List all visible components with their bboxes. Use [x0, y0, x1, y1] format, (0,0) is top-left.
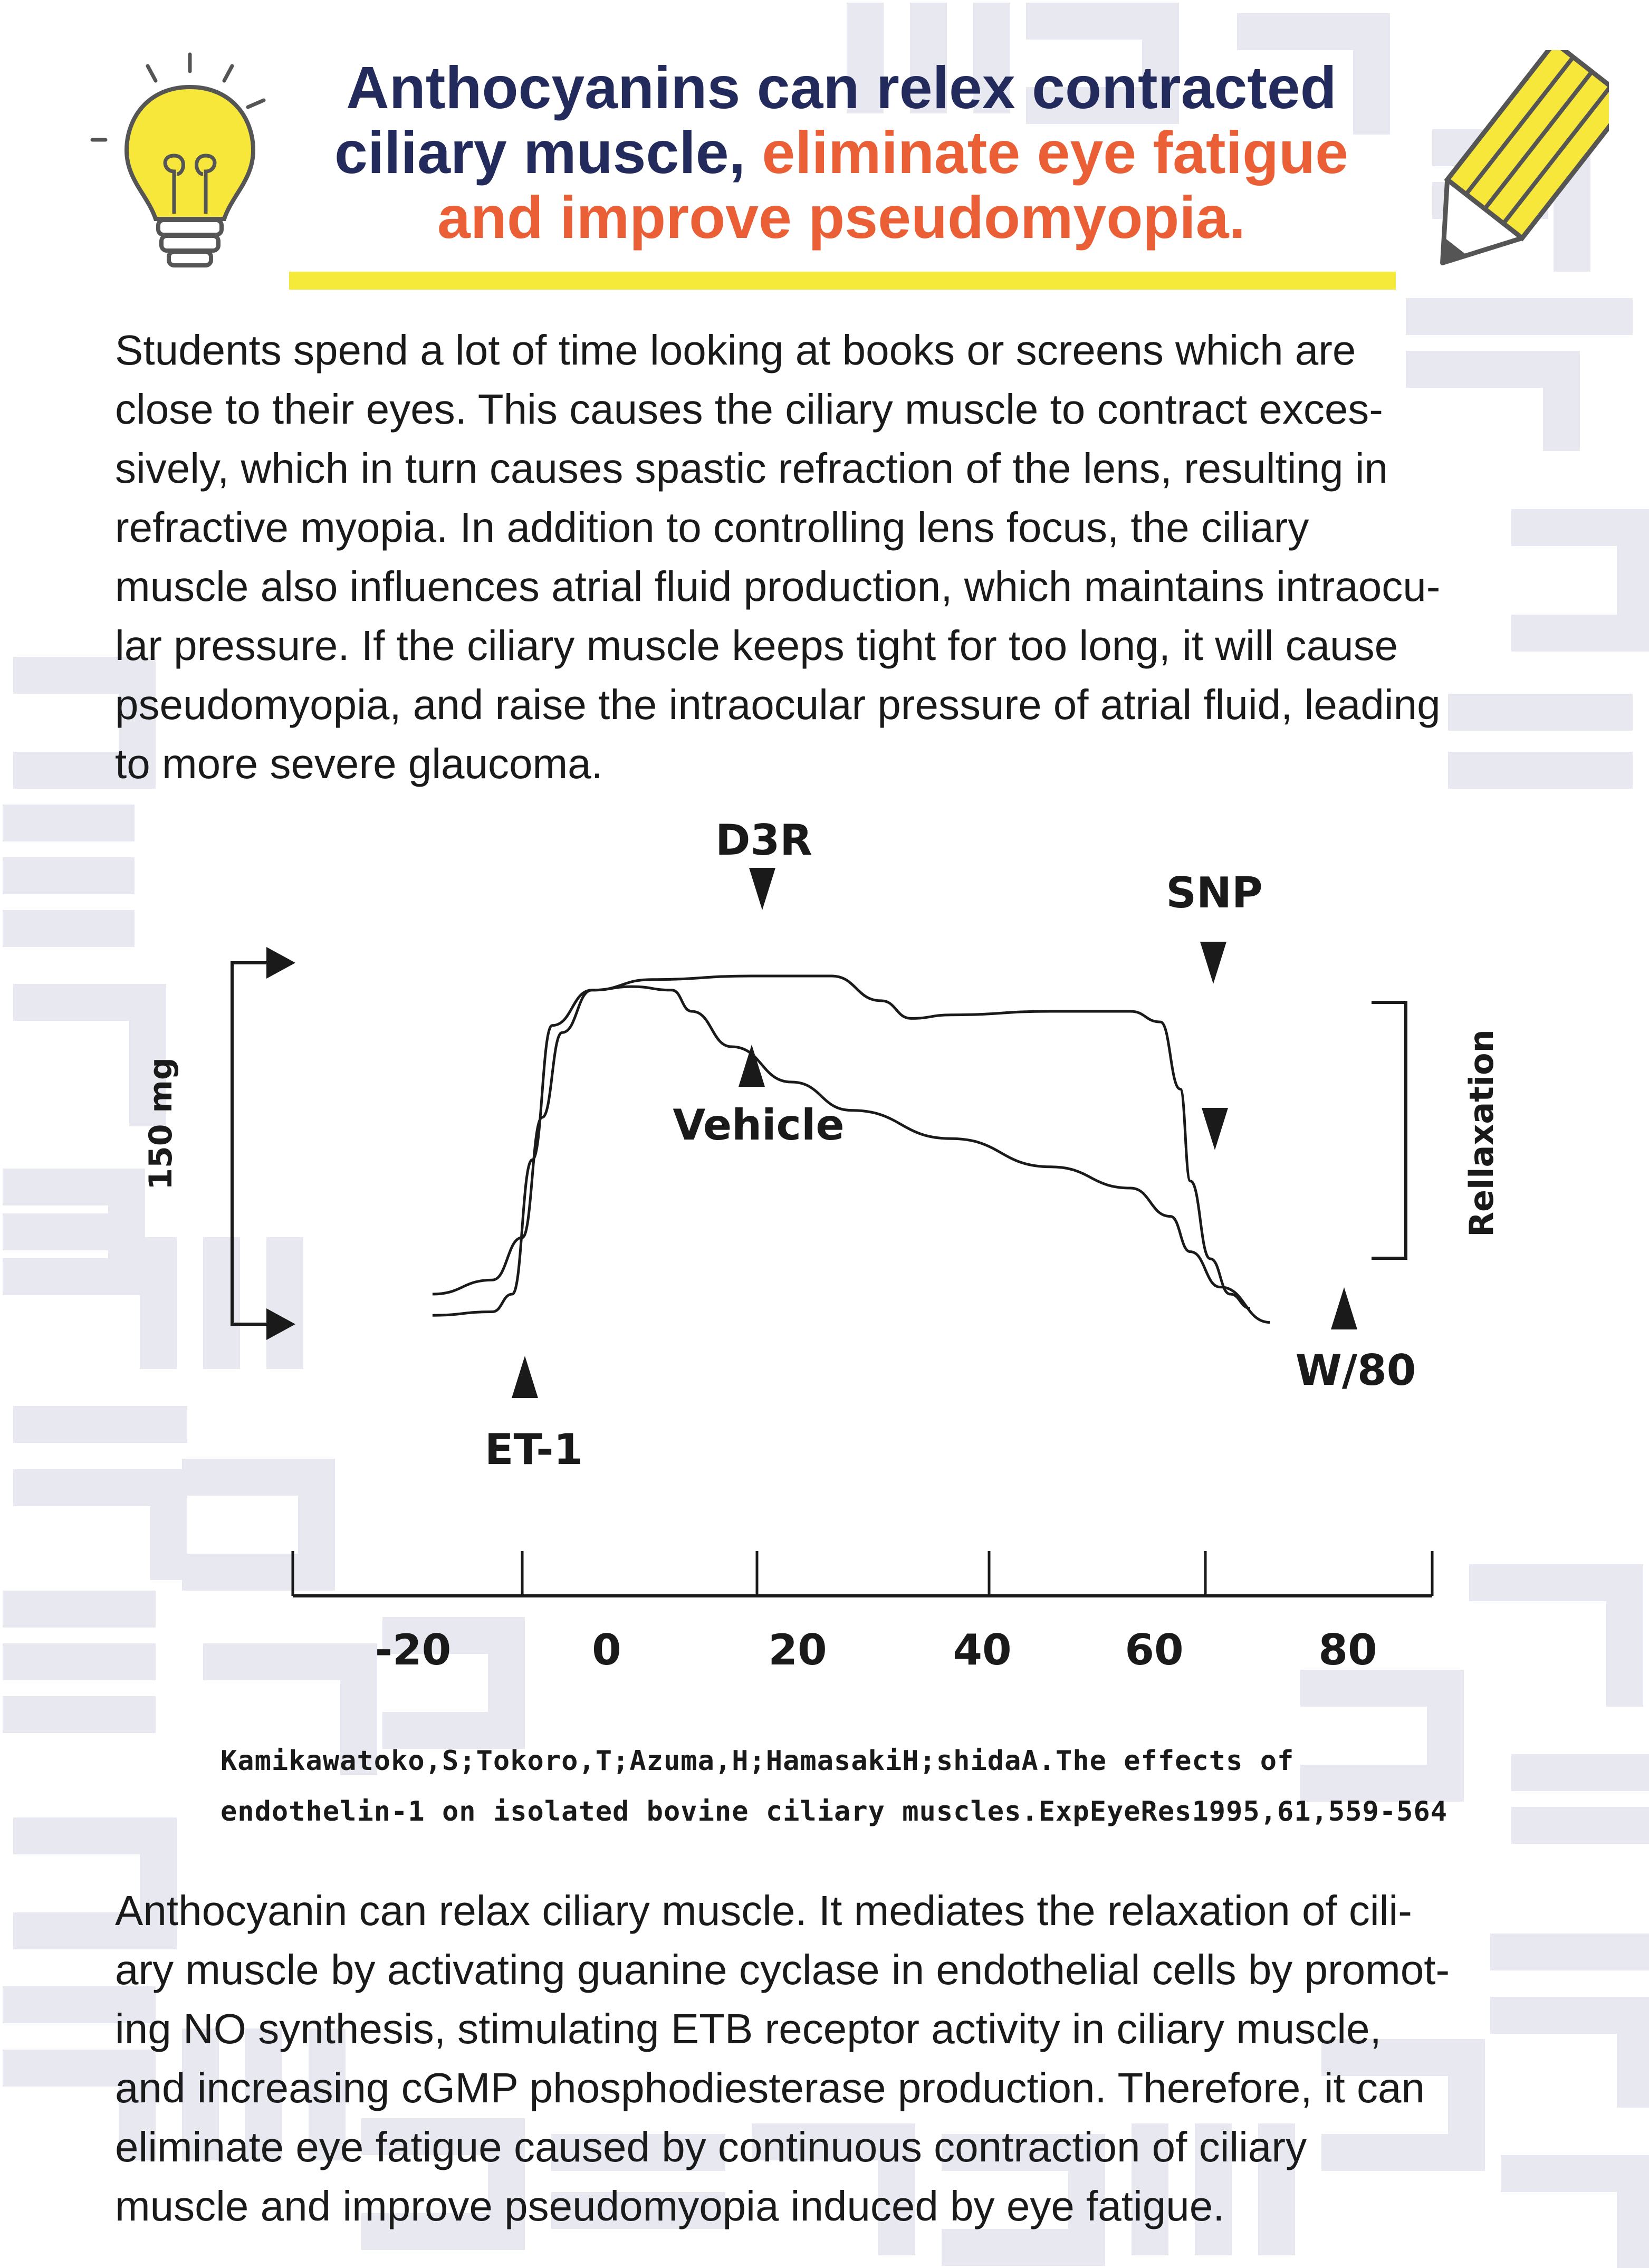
paragraph-line: to more severe glaucoma.: [115, 740, 603, 787]
paragraph-line: Anthocyanin can relax ciliary muscle. It mediates the relaxation of cili-: [115, 1887, 1412, 1934]
x-axis: [293, 1551, 1432, 1674]
x-axis-tick-label: 60: [1125, 1625, 1184, 1674]
title-line-1: Anthocyanins can relex contracted: [346, 54, 1337, 121]
paragraph-line: pseudomyopia, and raise the intraocular pressure of atrial fluid, leading: [115, 681, 1441, 728]
annotation-label-vehicle: Vehicle: [673, 1100, 845, 1150]
paragraph-line: refractive myopia. In addition to controlling lens focus, the ciliary: [115, 504, 1309, 551]
series-group: [433, 976, 1270, 1323]
annotation-label-d3r: D3R: [715, 816, 812, 865]
tension-chart: [0, 812, 1649, 1709]
citation-line: Kamikawatoko,S;Tokoro,T;Azuma,H;HamasakiH;shidaA.The effects of: [220, 1745, 1295, 1777]
annotation-arrow-vehicle: [739, 1045, 765, 1087]
intro-paragraph: [115, 321, 1587, 793]
x-axis-tick-label: 40: [953, 1625, 1012, 1674]
annotation-arrow-w80: [1331, 1287, 1357, 1329]
citation-line: endothelin-1 on isolated bovine ciliary muscles.ExpEyeRes1995,61,559-564: [220, 1796, 1448, 1827]
scale-bar-label: 150 mg: [142, 1057, 179, 1190]
title-line-3: and improve pseudomyopia.: [437, 184, 1246, 251]
x-axis-tick-label: 80: [1318, 1625, 1377, 1674]
paragraph-line: close to their eyes. This causes the ciliary muscle to contract exces-: [115, 386, 1383, 433]
scale-bar-arrow-bottom: [266, 1308, 295, 1340]
title-line-2-dark: ciliary muscle,: [334, 119, 745, 186]
page-title: [274, 55, 1408, 250]
annotation-arrow-et1: [512, 1356, 538, 1398]
header: [0, 0, 1649, 327]
annotation-label-w80: W/80: [1295, 1346, 1416, 1395]
scale-bar-arrow-top: [266, 947, 295, 979]
paragraph-line: Students spend a lot of time looking at books or screens which are: [115, 327, 1356, 374]
paragraph-line: ary muscle by activating guanine cyclase in endothelial cells by promot-: [115, 1946, 1450, 1993]
conclusion-paragraph: [115, 1881, 1587, 2236]
annotation-group: [485, 816, 1416, 1474]
paragraph-line: muscle also influences atrial fluid production, which maintains intraocu-: [115, 563, 1441, 610]
x-axis-tick-label: -20: [375, 1625, 452, 1674]
annotation-arrow-d3r: [749, 868, 775, 910]
paragraph-line: ing NO synthesis, stimulating ETB receptor activity in ciliary muscle,: [115, 2005, 1382, 2052]
annotation-arrow-snp: [1200, 942, 1226, 984]
annotation-label-snp: SNP: [1166, 868, 1263, 917]
annotation-label-et1: ET-1: [484, 1425, 583, 1474]
title-line-2-orange: eliminate eye fatigue: [762, 119, 1348, 186]
title-underline: [289, 272, 1396, 290]
paragraph-line: lar pressure. If the ciliary muscle keeps tight for too long, it will cause: [115, 622, 1398, 669]
title-line-2: [274, 120, 1408, 185]
relaxation-arrow-down: [1202, 1108, 1228, 1150]
paragraph-line: eliminate eye fatigue caused by continuous contraction of ciliary: [115, 2123, 1307, 2170]
citation: [220, 1736, 1539, 1837]
paragraph-line: and increasing cGMP phosphodiesterase production. Therefore, it can: [115, 2064, 1425, 2111]
pencil-icon: [1419, 50, 1609, 293]
lightbulb-icon: [90, 50, 280, 272]
paragraph-line: muscle and improve pseudomyopia induced by eye fatigue.: [115, 2183, 1225, 2229]
scale-bar: [232, 963, 266, 1324]
paragraph-line: sively, which in turn causes spastic refraction of the lens, resulting in: [115, 445, 1388, 492]
relaxation-label: Rellaxation: [1462, 1029, 1501, 1237]
x-axis-tick-label: 20: [768, 1625, 827, 1674]
x-axis-tick-label: 0: [592, 1625, 621, 1674]
relaxation-bracket: [1372, 1002, 1406, 1258]
